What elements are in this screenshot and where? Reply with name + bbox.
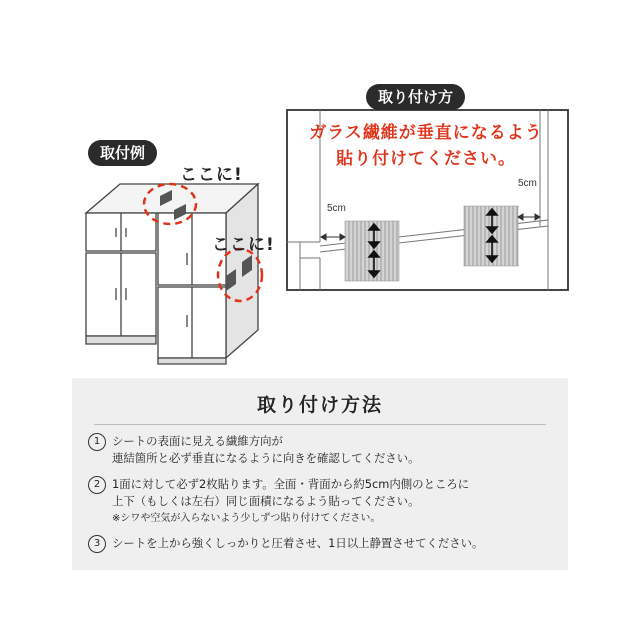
gap-label-left: 5cm: [327, 203, 346, 214]
gap-label-right: 5cm: [518, 178, 537, 189]
step-1-text: [112, 433, 420, 467]
installation-instruction-title: [306, 120, 546, 172]
step-2-line-1: 1面に対して必ず2枚貼ります。全面・背面から約5cm内側のところに: [112, 477, 470, 491]
installation-badge: 取り付け方: [366, 84, 465, 110]
step-1-number: 1: [88, 433, 106, 451]
installation-title-line1: ガラス繊維が垂直になるよう: [309, 123, 543, 143]
method-panel: [72, 378, 568, 570]
step-1-line-2: 連結箇所と必ず垂直になるように向きを確認してください。: [112, 451, 420, 465]
callout-label-top: ここに!: [180, 165, 243, 185]
method-divider: [94, 424, 546, 425]
step-1-line-1: シートの表面に見える繊維方向が: [112, 434, 283, 448]
step-3-number: 3: [88, 535, 106, 553]
step-2-line-2: 上下（もしくは左右）同じ面積になるよう貼ってください。: [112, 494, 420, 508]
step-3-line-1: シートを上から強くしっかりと圧着させ、1日以上静置させてください。: [112, 536, 484, 550]
step-2-number: 2: [88, 476, 106, 494]
step-2-note: ※シワや空気が入らないよう少しずつ貼り付けてください。: [112, 513, 381, 524]
example-badge: 取付例: [88, 140, 157, 166]
callout-label-side: ここに!: [212, 235, 275, 255]
step-2-text: [112, 476, 469, 527]
installation-title-line2: 貼り付けてください。: [336, 149, 516, 169]
method-title: 取り付け方法: [256, 394, 383, 416]
step-3-text: [112, 535, 483, 552]
